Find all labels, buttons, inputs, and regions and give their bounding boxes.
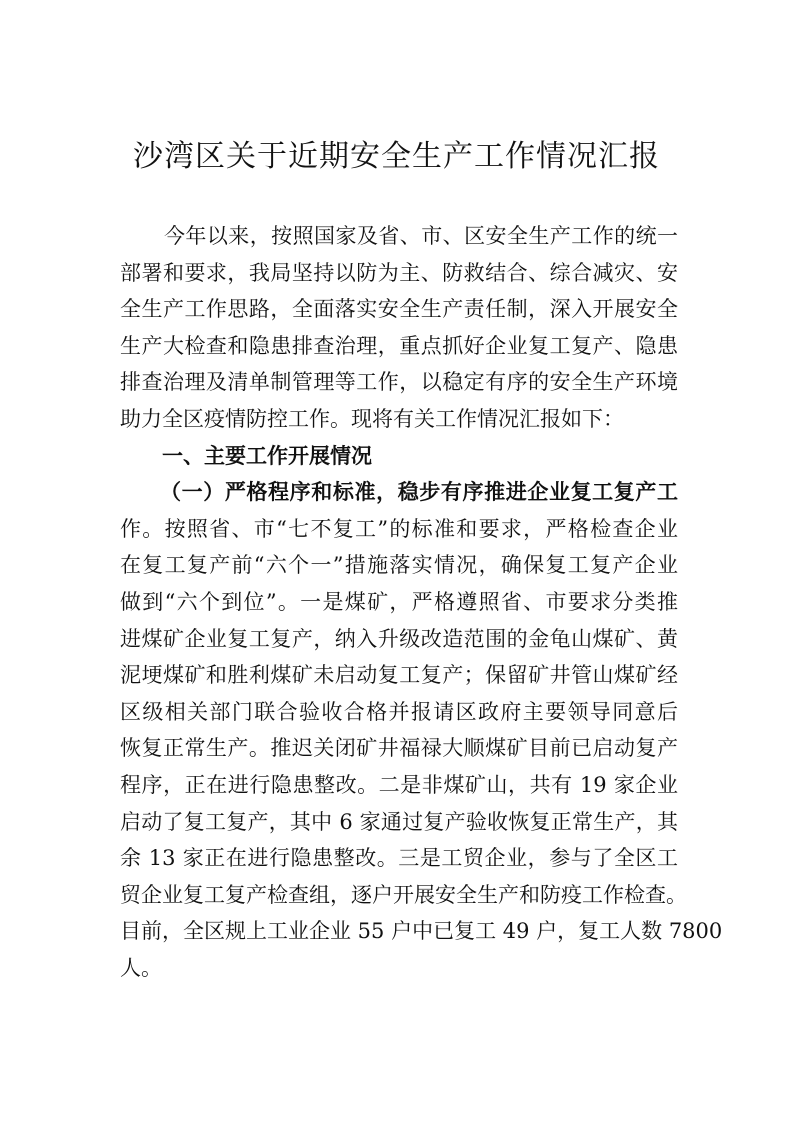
text-line: 人。 [120,955,162,980]
text-line: 程序，正在进行隐患整改。二是非煤矿山，共有 19 家企业 [120,772,678,797]
text-line: 今年以来，按照国家及省、市、区安全生产工作的统一 [164,224,678,248]
section-heading: 一、主要工作开展情况 [162,443,372,468]
text-line: 在复工复产前“六个一”措施落实情况，确保复工复产企业 [120,553,678,578]
document-title: 沙湾区关于近期安全生产工作情况汇报 [133,139,660,174]
text-line: 助力全区疫情防控工作。现将有关工作情况汇报如下： [120,406,624,431]
text-line: 目前，全区规上工业企业 55 户中已复工 49 户，复工人数 7800 [120,919,723,944]
text-line: 做到“六个到位”。一是煤矿，严格遵照省、市要求分类推 [120,589,678,614]
text-line: 作。按照省、市“七不复工”的标准和要求，严格检查企业 [120,516,678,541]
subsection-paragraph [120,474,723,986]
text-line: 进煤矿企业复工复产，纳入升级改造范围的金龟山煤矿、黄 [120,626,678,651]
intro-paragraph [120,218,678,438]
text-line: 全生产工作思路，全面落实安全生产责任制，深入开展安全 [120,297,678,322]
document-body [120,218,723,986]
text-line: 部署和要求，我局坚持以防为主、防救结合、综合减灾、安 [120,260,678,285]
text-line: 排查治理及清单制管理等工作，以稳定有序的安全生产环境 [120,370,678,395]
text-line: 启动了复工复产，其中 6 家通过复产验收恢复正常生产，其 [120,809,678,834]
text-line: 生产大检查和隐患排查治理，重点抓好企业复工复产、隐患 [120,333,678,358]
text-line: 恢复正常生产。推迟关闭矿井福禄大顺煤矿目前已启动复产 [120,736,678,761]
text-line: 余 13 家正在进行隐患整改。三是工贸企业，参与了全区工 [120,846,678,871]
text-line: 区级相关部门联合验收合格并报请区政府主要领导同意后 [120,699,678,724]
text-line: 泥埂煤矿和胜利煤矿未启动复工复产；保留矿井管山煤矿经 [120,663,678,688]
text-line: （一）严格程序和标准，稳步有序推进企业复工复产工 [160,479,678,505]
text-line: 贸企业复工复产检查组，逐户开展安全生产和防疫工作检查。 [120,882,687,907]
